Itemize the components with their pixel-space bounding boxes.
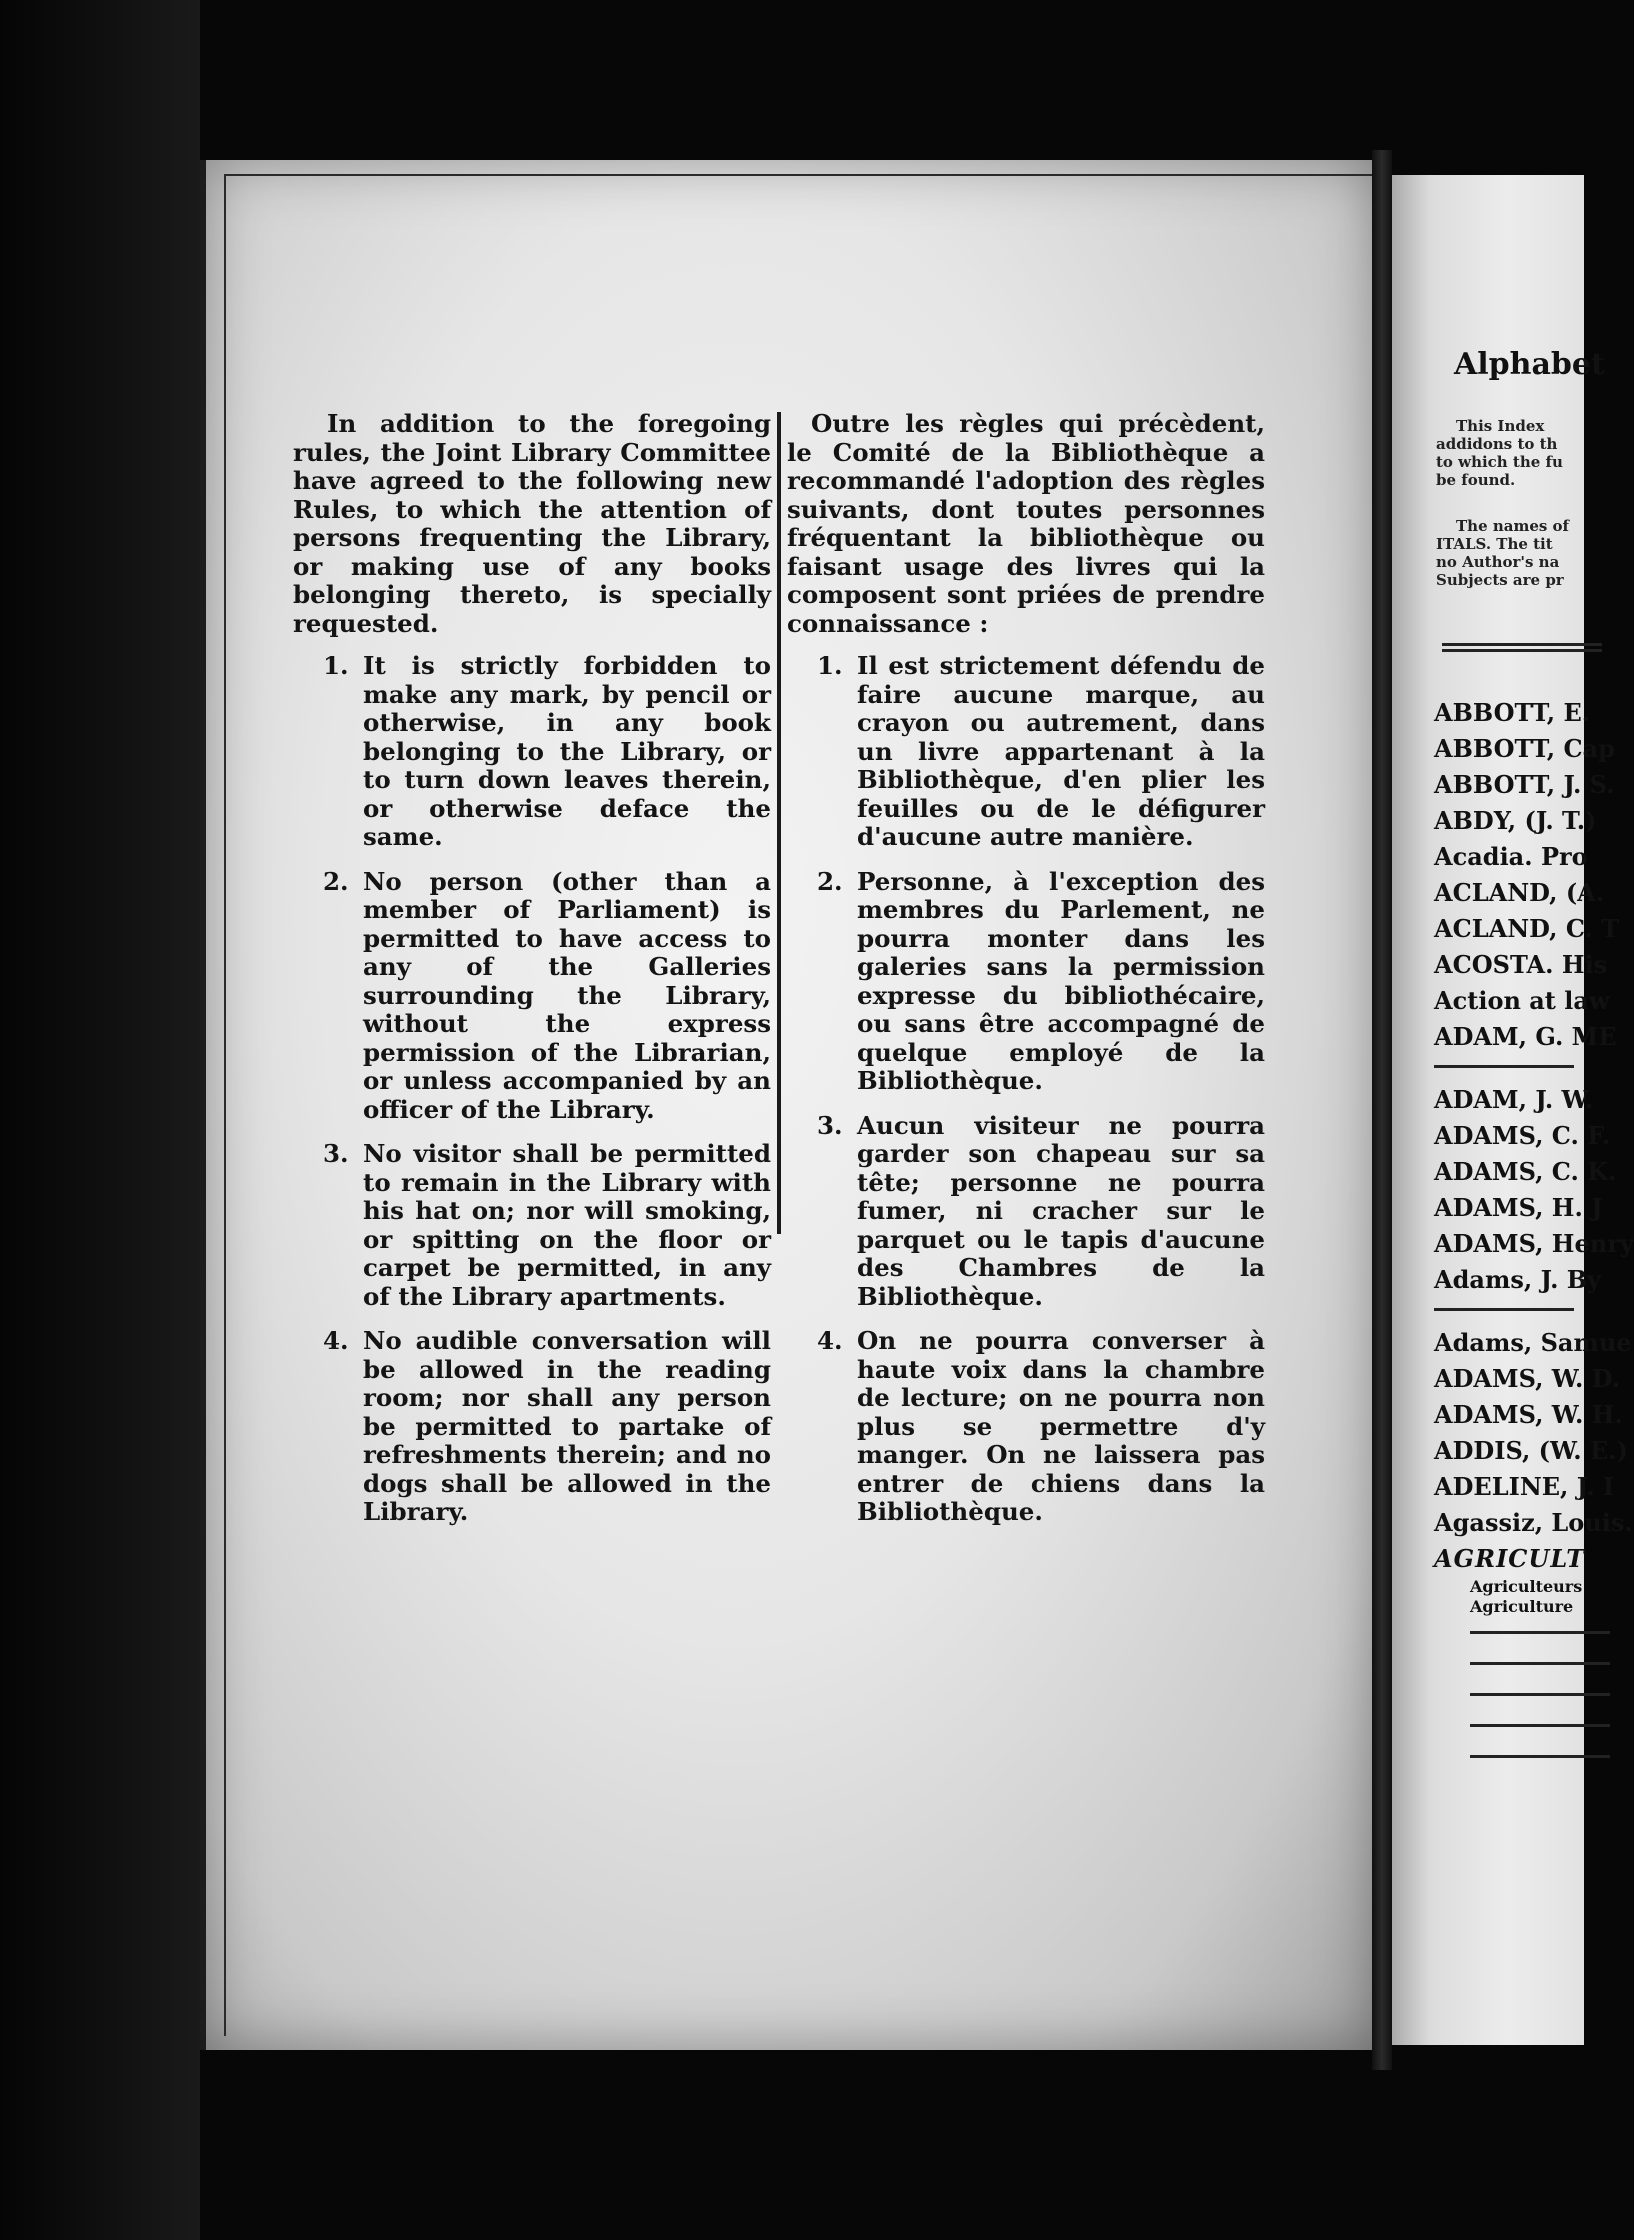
column-divider [777,412,781,1234]
rule-number: 3. [817,1110,843,1140]
rule-number: 3. [323,1139,349,1168]
english-rule-3 [293,1140,771,1311]
note-line: Subjects are pr [1436,571,1564,589]
rule-text: No person (other than a member of Parliament) is permitted to have access to any of the Galleries surrounding the Library, without the express permission of the Librarian, or unless accompanied by an officer of the Library. [363,866,771,1124]
intro-line: be found. [1436,471,1516,489]
intro-line: This Index [1456,417,1545,435]
rule-number: 4. [323,1326,349,1355]
french-rule-2 [787,868,1265,1096]
rule-number: 1. [817,651,843,680]
index-entry: ABBOTT, J. S. [1434,770,1615,799]
english-rule-4 [293,1327,771,1527]
index-entry-italic: AGRICULT [1434,1544,1586,1573]
dash-line [1470,1755,1610,1758]
intro-line: addidons to th [1436,435,1558,453]
index-entry: ADELINE, J. I [1434,1472,1615,1501]
rule-text: Personne, à l'exception des membres du Parlement, ne pourra monter dans les galeries sans la permission expresse du bibliothécaire, ou sans être accompagné de quelque employé de la Bibliothèque. [857,866,1265,1095]
english-intro: In addition to the foregoing rules, the Joint Library Committee have agreed to the following new Rules, to which the attention of persons frequenting the Library, or making use of any books belonging thereto, is specially requested. [293,409,771,638]
dash-line [1470,1662,1610,1665]
index-entry: ACLAND, C. T [1434,914,1620,943]
index-entry: ADAMS, C. F. [1434,1121,1611,1150]
index-entry: ABDY, (J. T.) [1434,806,1597,835]
index-entry: Adams, Samue [1434,1328,1632,1357]
index-entries [1434,695,1634,1786]
french-column [787,410,1265,1543]
scan-border [0,0,200,2240]
index-entry: Action at law [1434,986,1610,1015]
index-entry: ABBOTT, E. [1434,698,1591,727]
index-entry: ABBOTT, Cap [1434,734,1615,763]
index-entry: ADAM, G. ME [1434,1022,1617,1051]
note-line: The names of [1456,517,1569,535]
index-entry: Acadia. Pro [1434,842,1588,871]
english-column [293,410,771,1543]
index-entry: ADAMS, H. J [1434,1193,1603,1222]
index-entry: ADAMS, W. H. [1434,1400,1623,1429]
french-rule-3 [787,1112,1265,1312]
index-dash-lines [1434,1631,1634,1758]
rule-text: Il est strictement défendu de faire aucune marque, au crayon ou autrement, dans un livre appartenant à la Bibliothèque, d'en plier les feuilles ou de le défigurer d'aucune autre manière. [857,651,1265,851]
rule-text: No visitor shall be permitted to remain in the Library with his hat on; nor will smoking, or spitting on the floor or carpet be permitted, in any of the Library apartments. [363,1139,771,1311]
dash-line [1470,1724,1610,1727]
index-intro-block [1436,417,1569,589]
index-entry: Adams, J. By [1434,1265,1602,1294]
note-line: no Author's na [1436,553,1560,571]
english-rule-1 [293,652,771,852]
rule-text: It is strictly forbidden to make any mark, by pencil or otherwise, in any book belonging to the Library, or to turn down leaves therein, or otherwise deface the same. [363,651,771,851]
book-gutter [1372,150,1392,2070]
index-entry: ADAMS, C. K. [1434,1157,1617,1186]
index-entry: ACOSTA. His [1434,950,1608,979]
rule-text: Aucun visiteur ne pourra garder son chapeau sur sa tête; personne ne pourra fumer, ni cracher sur le parquet ou le tapis d'aucune des Chambres de la Bibliothèque. [857,1110,1265,1311]
english-rule-2 [293,868,771,1125]
rule-number: 2. [817,866,843,896]
index-heading: Alphabet [1454,347,1605,382]
french-intro: Outre les règles qui précèdent, le Comité de la Bibliothèque a recommandé l'adoption des règles suivants, dont toutes personnes fréquentant la bibliothèque ou faisant usage des livres qui la composent sont priées de prendre connaissance : [787,409,1265,638]
entry-separator [1434,1308,1574,1311]
double-rule [1442,649,1602,652]
index-entry: ADDIS, (W. E.) [1434,1436,1628,1465]
french-rule-1 [787,652,1265,852]
dash-line [1470,1693,1610,1696]
rule-number: 4. [817,1326,843,1355]
index-entry: ADAMS, Henry [1434,1229,1634,1258]
rule-text: No audible conversation will be allowed in the reading room; nor shall any person be permitted to partake of refreshments therein; and no dogs shall be allowed in the Library. [363,1326,771,1526]
index-entry: ACLAND, (A. [1434,878,1605,907]
rule-number: 1. [323,651,349,680]
index-sub-entry: Agriculture [1470,1597,1574,1616]
note-line: ITALS. The tit [1436,535,1553,553]
rule-number: 2. [323,866,349,896]
book-page-right-partial [1392,175,1634,2045]
rule-text: On ne pourra converser à haute voix dans la chambre de lecture; on ne pourra non plus se permettre d'y manger. On ne laissera pas entrer de chiens dans la Bibliothèque. [857,1326,1265,1526]
intro-line: to which the fu [1436,453,1563,471]
index-entry: Agassiz, Louis. [1434,1508,1633,1537]
french-rule-4 [787,1327,1265,1527]
index-entry: ADAM, J. W. [1434,1085,1594,1114]
dash-line [1470,1631,1610,1634]
index-sub-entry: Agriculteurs [1470,1577,1583,1596]
index-entry: ADAMS, W. D. [1434,1364,1621,1393]
entry-separator [1434,1065,1574,1068]
double-rule [1442,643,1602,646]
